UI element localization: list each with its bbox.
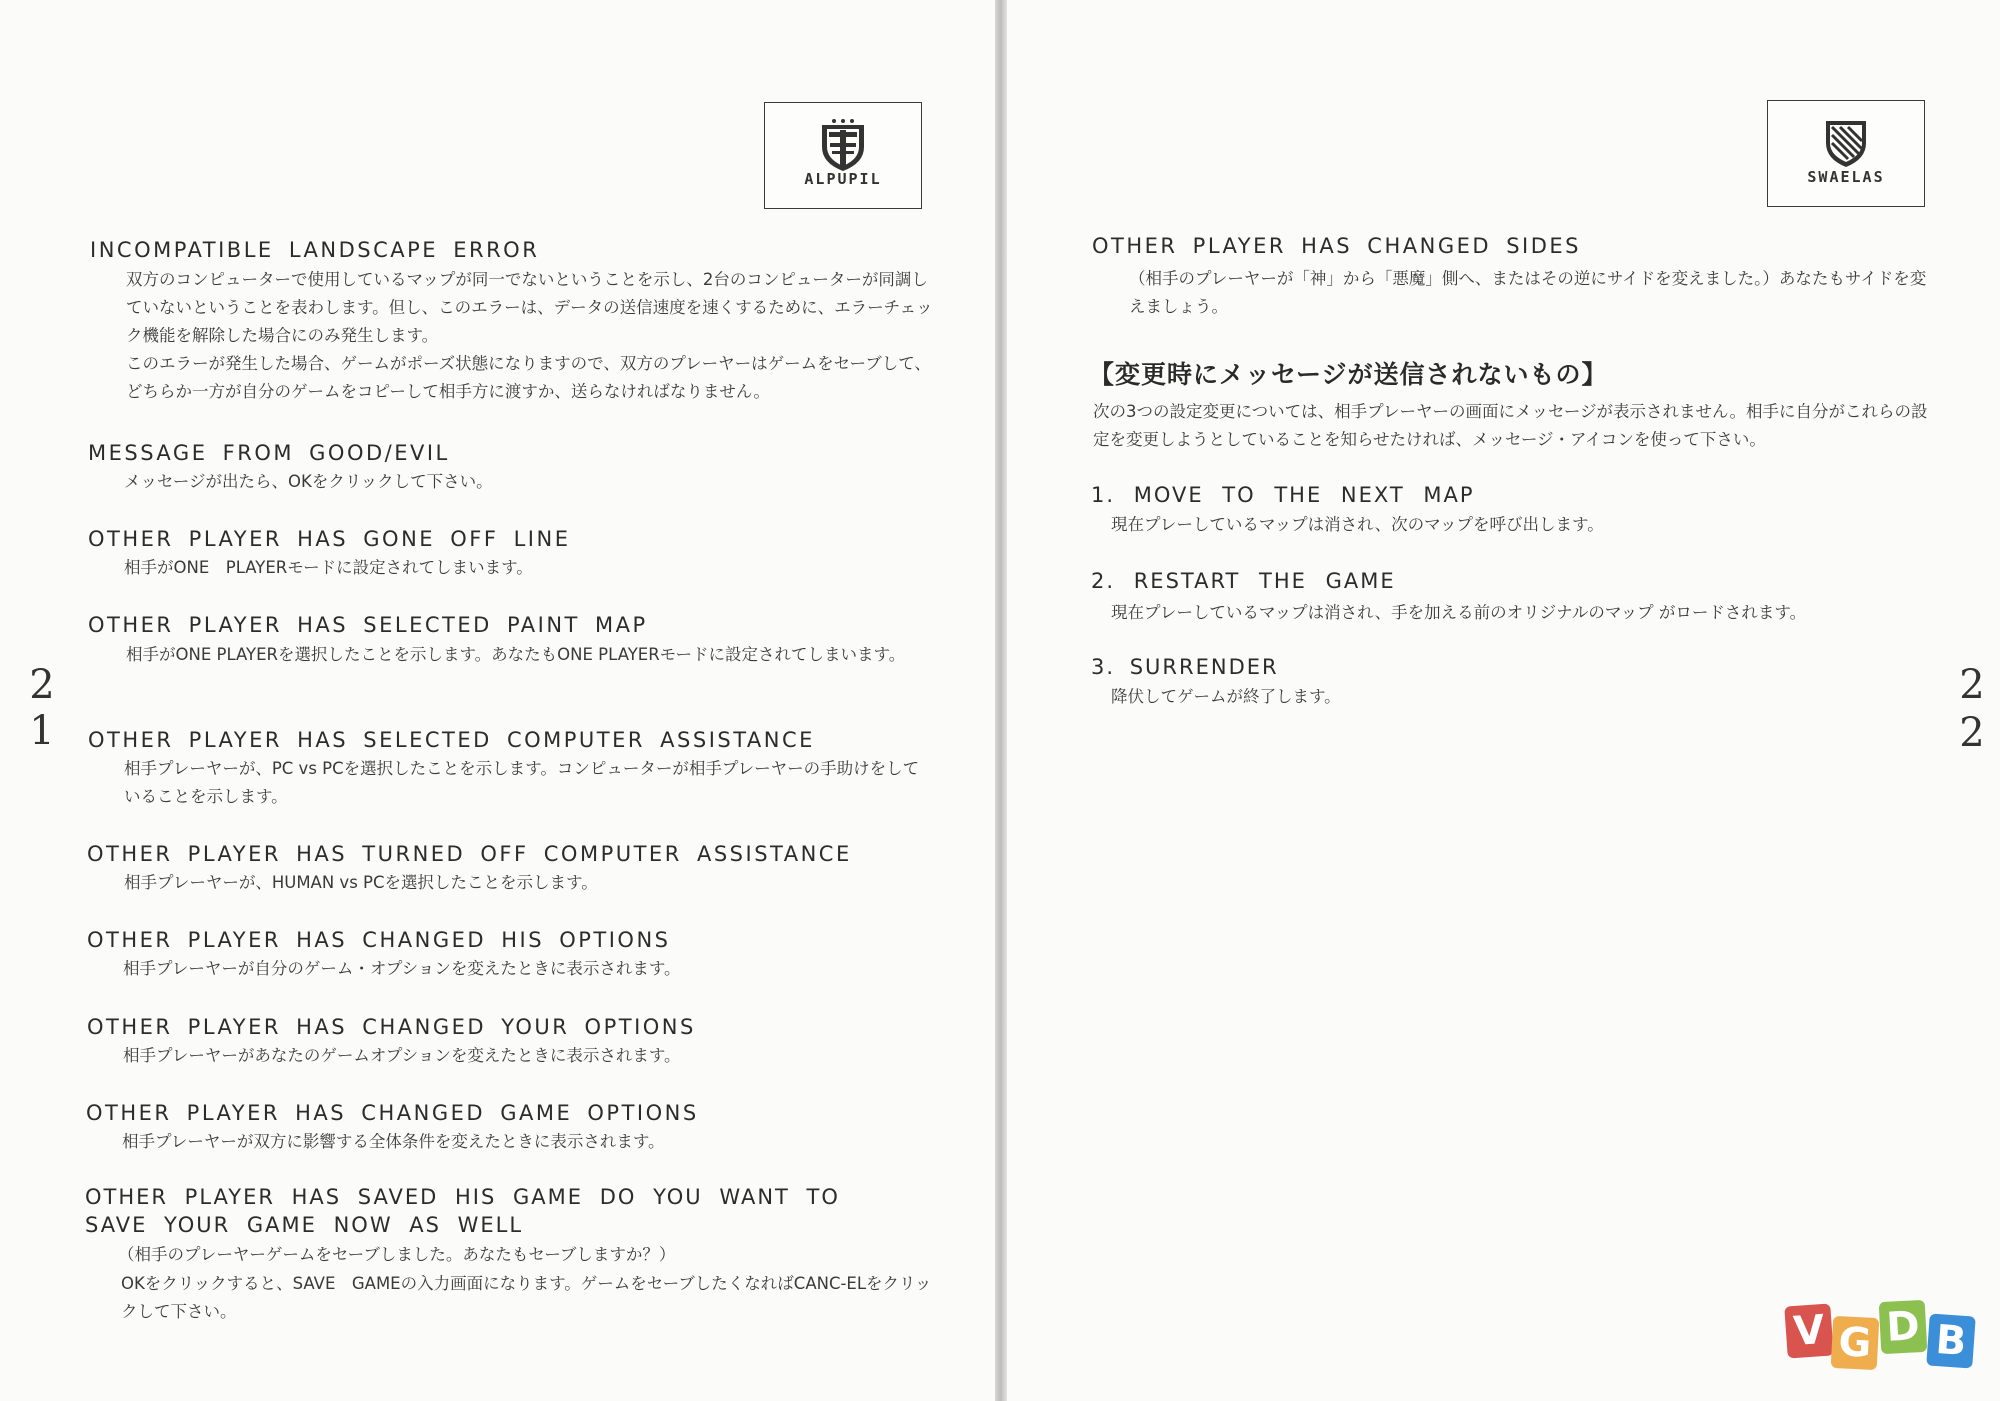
section-body: 双方のコンピューターで使用しているマップが同一でないということを示し、2台のコンピューターが同調していないということを表わします。但し、このエラーは、データの送信速度を速くするために、エラーチェック機能を解除した場合にのみ発生します。: [126, 270, 933, 345]
section-title: OTHER PLAYER HAS CHANGED HIS OPTIONS: [87, 928, 671, 952]
right-page: [1007, 0, 2000, 1401]
left-page: [0, 0, 995, 1401]
section-body: 相手プレーヤーが双方に影響する全体条件を変えたときに表示されます。: [122, 1132, 665, 1151]
section-body: 相手プレーヤーがあなたのゲームオプションを変えたときに表示されます。: [123, 1046, 681, 1065]
section-body: OKをクリックすると、SAVE GAMEの入力画面になります。ゲームをセーブしたくなればCANC-ELをクリックして下さい。: [121, 1274, 932, 1321]
item-title: 3. SURRENDER: [1091, 655, 1279, 679]
section-body: （相手のプレーヤーゲームをセーブしました。あなたもセーブしますか？）: [118, 1245, 676, 1264]
section-heading: 【変更時にメッセージが送信されないもの】: [1089, 360, 1608, 389]
section-title: OTHER PLAYER HAS CHANGED SIDES: [1092, 234, 1581, 258]
section-body: 相手がONE PLAYERを選択したことを示します。あなたもONE PLAYERモードに設定されてしまいます。: [126, 645, 906, 664]
item-body: 降伏してゲームが終了します。: [1111, 687, 1341, 706]
section-title: OTHER PLAYER HAS SELECTED COMPUTER ASSISTANCE: [88, 728, 815, 752]
item-body: 現在プレーしているマップは消され、手を加える前のオリジナルのマップ がロードされます。: [1111, 603, 1807, 622]
page-number-digit: 2: [1959, 662, 1985, 708]
section-title: OTHER PLAYER HAS CHANGED YOUR OPTIONS: [87, 1015, 696, 1039]
section-body: メッセージが出たら、OKをクリックして下さい。: [124, 472, 493, 491]
page-number-digit: 2: [1959, 710, 1985, 756]
section-title: OTHER PLAYER HAS SELECTED PAINT MAP: [88, 613, 648, 637]
item-body: 現在プレーしているマップは消され、次のマップを呼び出します。: [1111, 515, 1604, 534]
section-title-continued: SAVE YOUR GAME NOW AS WELL: [85, 1213, 524, 1237]
alpupil-emblem: [764, 102, 922, 209]
section-title: MESSAGE FROM GOOD/EVIL: [88, 441, 450, 465]
intro-text: 次の3つの設定変更については、相手プレーヤーの画面にメッセージが表示されません。相手に自分がこれらの設定を変更しようとしていることを知らせたければ、メッセージ・アイコンを使って下さい。: [1093, 402, 1928, 449]
section-title: OTHER PLAYER HAS GONE OFF LINE: [88, 527, 571, 551]
watermark-letter: B: [1926, 1313, 1976, 1368]
section-body: 相手がONE PLAYERモードに設定されてしまいます。: [124, 558, 533, 577]
watermark-letter: D: [1879, 1300, 1928, 1354]
section-body: 相手プレーヤーが自分のゲーム・オプションを変えたときに表示されます。: [123, 959, 681, 978]
section-body: 相手プレーヤーが、PC vs PCを選択したことを示します。コンピューターが相手プレーヤーの手助けをしていることを示します。: [124, 759, 920, 806]
section-title: OTHER PLAYER HAS TURNED OFF COMPUTER ASSISTANCE: [87, 842, 852, 866]
emblem-label: ALPUPIL: [804, 170, 882, 188]
vgdb-watermark: [1786, 1301, 1986, 1381]
page-number-digit: 2: [29, 662, 55, 708]
swaelas-crest-icon: [1822, 117, 1870, 169]
watermark-letter: V: [1784, 1303, 1834, 1358]
section-body: 相手プレーヤーが、HUMAN vs PCを選択したことを示します。: [124, 873, 598, 892]
item-title: 2. RESTART THE GAME: [1091, 569, 1396, 593]
swaelas-emblem: [1767, 100, 1925, 207]
section-title: INCOMPATIBLE LANDSCAPE ERROR: [90, 238, 540, 262]
section-body: このエラーが発生した場合、ゲームがポーズ状態になりますので、双方のプレーヤーはゲームをセーブして、どちらか一方が自分のゲームをコピーして相手方に渡すか、送らなければなりません。: [126, 354, 931, 401]
watermark-letter: G: [1831, 1316, 1880, 1370]
item-title: 1. MOVE TO THE NEXT MAP: [1091, 483, 1475, 507]
section-title: OTHER PLAYER HAS CHANGED GAME OPTIONS: [86, 1101, 699, 1125]
section-body: （相手のプレーヤーが「神」から「悪魔」側へ、またはその逆にサイドを変えました。）あなたもサイドを変えましょう。: [1129, 269, 1927, 316]
section-title: OTHER PLAYER HAS SAVED HIS GAME DO YOU WANT TO: [85, 1185, 840, 1209]
book-spine: [995, 0, 1007, 1401]
emblem-label: SWAELAS: [1807, 168, 1885, 186]
alpupil-crest-icon: [818, 119, 868, 173]
page-number-digit: 1: [29, 708, 55, 754]
